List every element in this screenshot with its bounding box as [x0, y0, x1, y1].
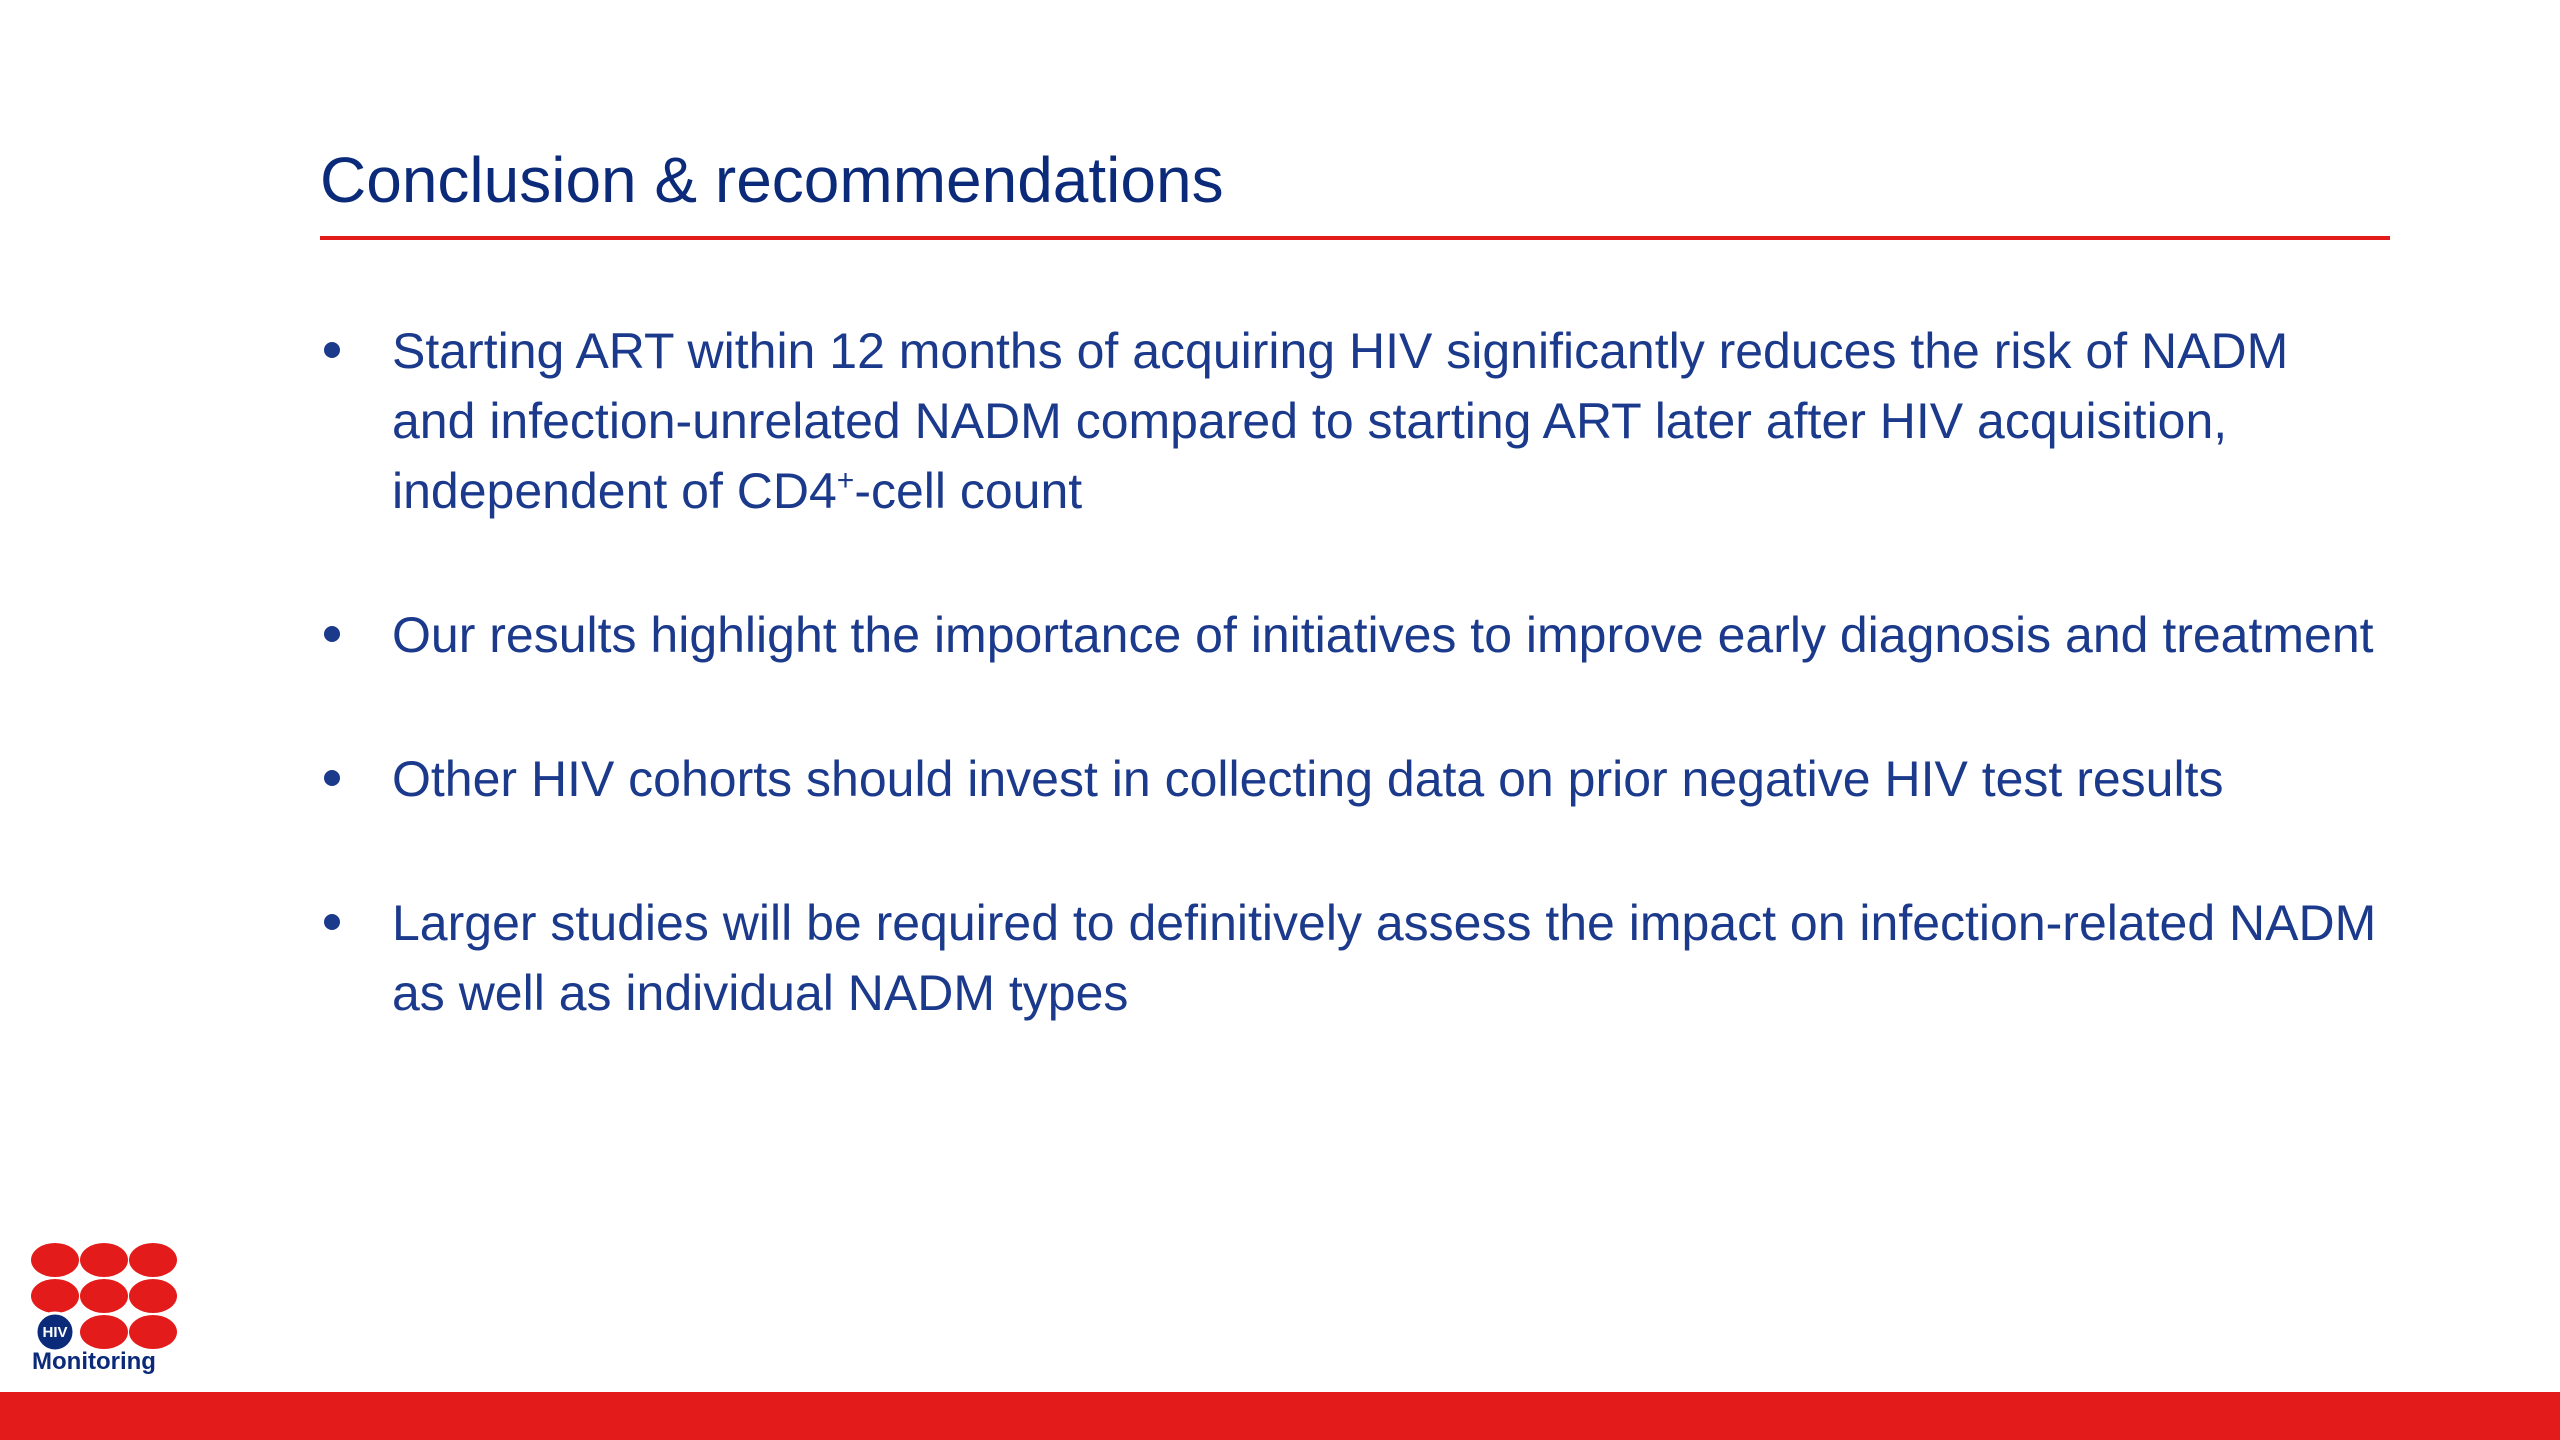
bullet-text: Larger studies will be required to definitively assess the impact on infection-related NADM as well as individual NADM types: [392, 895, 2377, 1021]
bullet-item: [320, 600, 2380, 670]
footer-bar: [0, 1392, 2560, 1440]
hiv-monitoring-logo: [28, 1240, 184, 1380]
bullet-item: [320, 316, 2380, 526]
title-underline: [320, 236, 2390, 240]
bullet-item: [320, 888, 2380, 1028]
bullet-list: [320, 316, 2380, 1102]
bullet-text: [392, 323, 2288, 519]
logo-label: Monitoring: [32, 1348, 156, 1375]
bullet-item: [320, 744, 2380, 814]
bullet-dot-icon: [324, 626, 340, 642]
logo-badge-text: HIV: [42, 1324, 68, 1341]
bullet-text: Our results highlight the importance of initiatives to improve early diagnosis and treatment: [392, 607, 2374, 663]
logo-dots-icon: [28, 1240, 184, 1352]
bullet-dot-icon: [324, 342, 340, 358]
bullet-dot-icon: [324, 914, 340, 930]
bullet-text-part: -cell count: [854, 463, 1083, 519]
bullet-text-part: Starting ART within 12 months of acquiring HIV significantly reduces the risk of NADM and infection-unrelated NADM compared to starting ART later after HIV acquisition, independent of CD4: [392, 323, 2289, 519]
slide-title: Conclusion & recommendations: [320, 144, 1224, 216]
bullet-dot-icon: [324, 770, 340, 786]
bullet-text: Other HIV cohorts should invest in collecting data on prior negative HIV test results: [392, 751, 2224, 807]
superscript-plus: +: [836, 464, 855, 497]
